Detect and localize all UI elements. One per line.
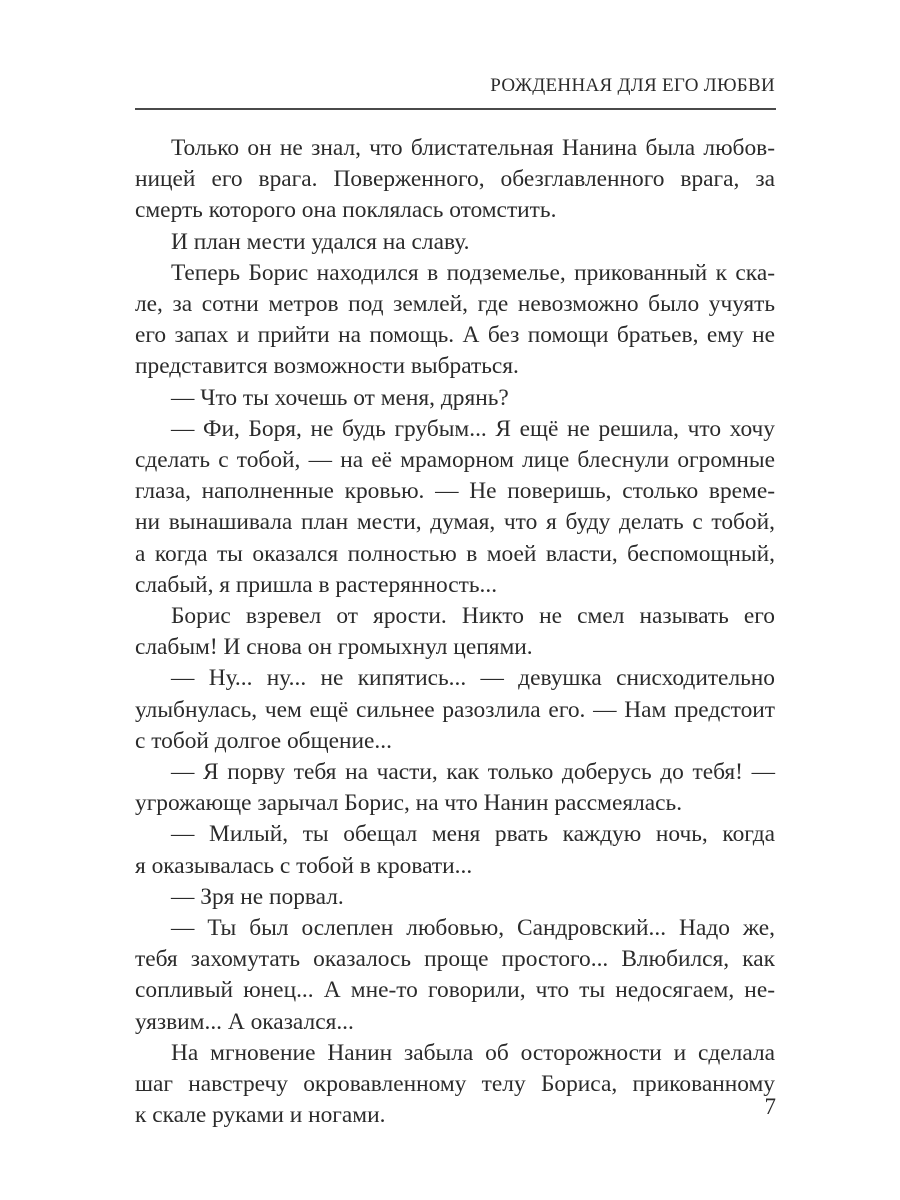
text-line: — Ну... ну... не кипятись... — девушка снисходительно [171, 665, 775, 692]
text-line: — Ты был ослеплен любовью, Сандровский... Надо же, [171, 915, 775, 942]
paragraph [135, 383, 775, 414]
text-line: к скале руками и ногами. [135, 1102, 386, 1129]
paragraph [135, 133, 775, 227]
text-line: угрожающе зарычал Борис, на что Нанин рассмеялась. [135, 790, 683, 817]
paragraph [135, 882, 775, 913]
text-line: его запах и прийти на помощь. А без помощи братьев, ему не [135, 322, 775, 349]
text-line: — Фи, Боря, не будь грубым... Я ещё не решила, что хочу [171, 415, 775, 442]
text-line: — Я порву тебя на части, как только доберусь до тебя! — [171, 759, 775, 786]
text-line: шаг навстречу окровавленному телу Бориса, прикованному [135, 1071, 775, 1098]
paragraph [135, 757, 775, 819]
text-line: глаза, наполненные кровью. — Не поверишь, столько време- [135, 478, 775, 505]
running-header-title: РОЖДЕННАЯ ДЛЯ ЕГО ЛЮБВИ [490, 75, 775, 96]
paragraph [135, 601, 775, 663]
paragraph [135, 414, 775, 601]
text-line: смерть которого она поклялась отомстить. [135, 197, 557, 224]
paragraph [135, 1038, 775, 1132]
text-line: ни вынашивала план мести, думая, что я буду делать с тобой, [135, 509, 775, 536]
text-line: с тобой долгое общение... [135, 727, 392, 754]
paragraph [135, 258, 775, 383]
text-line: а когда ты оказался полностью в моей власти, беспомощный, [135, 540, 775, 567]
text-line: — Милый, ты обещал меня рвать каждую ночь, когда [171, 821, 775, 848]
text-line: слабый, я пришла в растерянность... [135, 571, 498, 598]
text-line: Борис взревел от ярости. Никто не смел называть его [171, 603, 775, 630]
text-line: тебя захомутать оказалось проще простого... Влюбился, как [135, 946, 775, 973]
text-line: представится возможности выбраться. [135, 353, 519, 380]
text-line: И план мести удался на славу. [171, 228, 470, 255]
paragraph [135, 663, 775, 757]
text-line: Только он не знал, что блистательная Нанина была любов- [171, 135, 775, 161]
text-line: Теперь Борис находился в подземелье, прикованный к ска- [171, 259, 775, 286]
text-line: улыбнулась, чем ещё сильнее разозлила его. — Нам предстоит [135, 696, 775, 723]
text-line: ницей его врага. Поверженного, обезглавленного врага, за [135, 166, 775, 193]
body-text [135, 133, 775, 1132]
header-divider [135, 108, 776, 110]
page-number: 7 [764, 1094, 776, 1119]
text-line: я оказывалась с тобой в кровати... [135, 852, 473, 879]
text-line: — Зря не порвал. [171, 883, 344, 910]
text-line: сопливый юнец... А мне-то говорили, что ты недосягаем, не- [135, 977, 775, 1004]
text-line: На мгновение Нанин забыла об осторожности и сделала [171, 1039, 775, 1066]
text-line: уязвим... А оказался... [135, 1008, 354, 1035]
paragraph [135, 227, 775, 258]
text-line: — Что ты хочешь от меня, дрянь? [171, 384, 509, 411]
text-line: слабым! И снова он громыхнул цепями. [135, 634, 533, 661]
text-line: сделать с тобой, — на её мраморном лице блеснули огромные [135, 447, 775, 474]
text-line: ле, за сотни метров под землей, где невозможно было учуять [135, 291, 775, 318]
paragraph [135, 819, 775, 881]
paragraph [135, 913, 775, 1038]
